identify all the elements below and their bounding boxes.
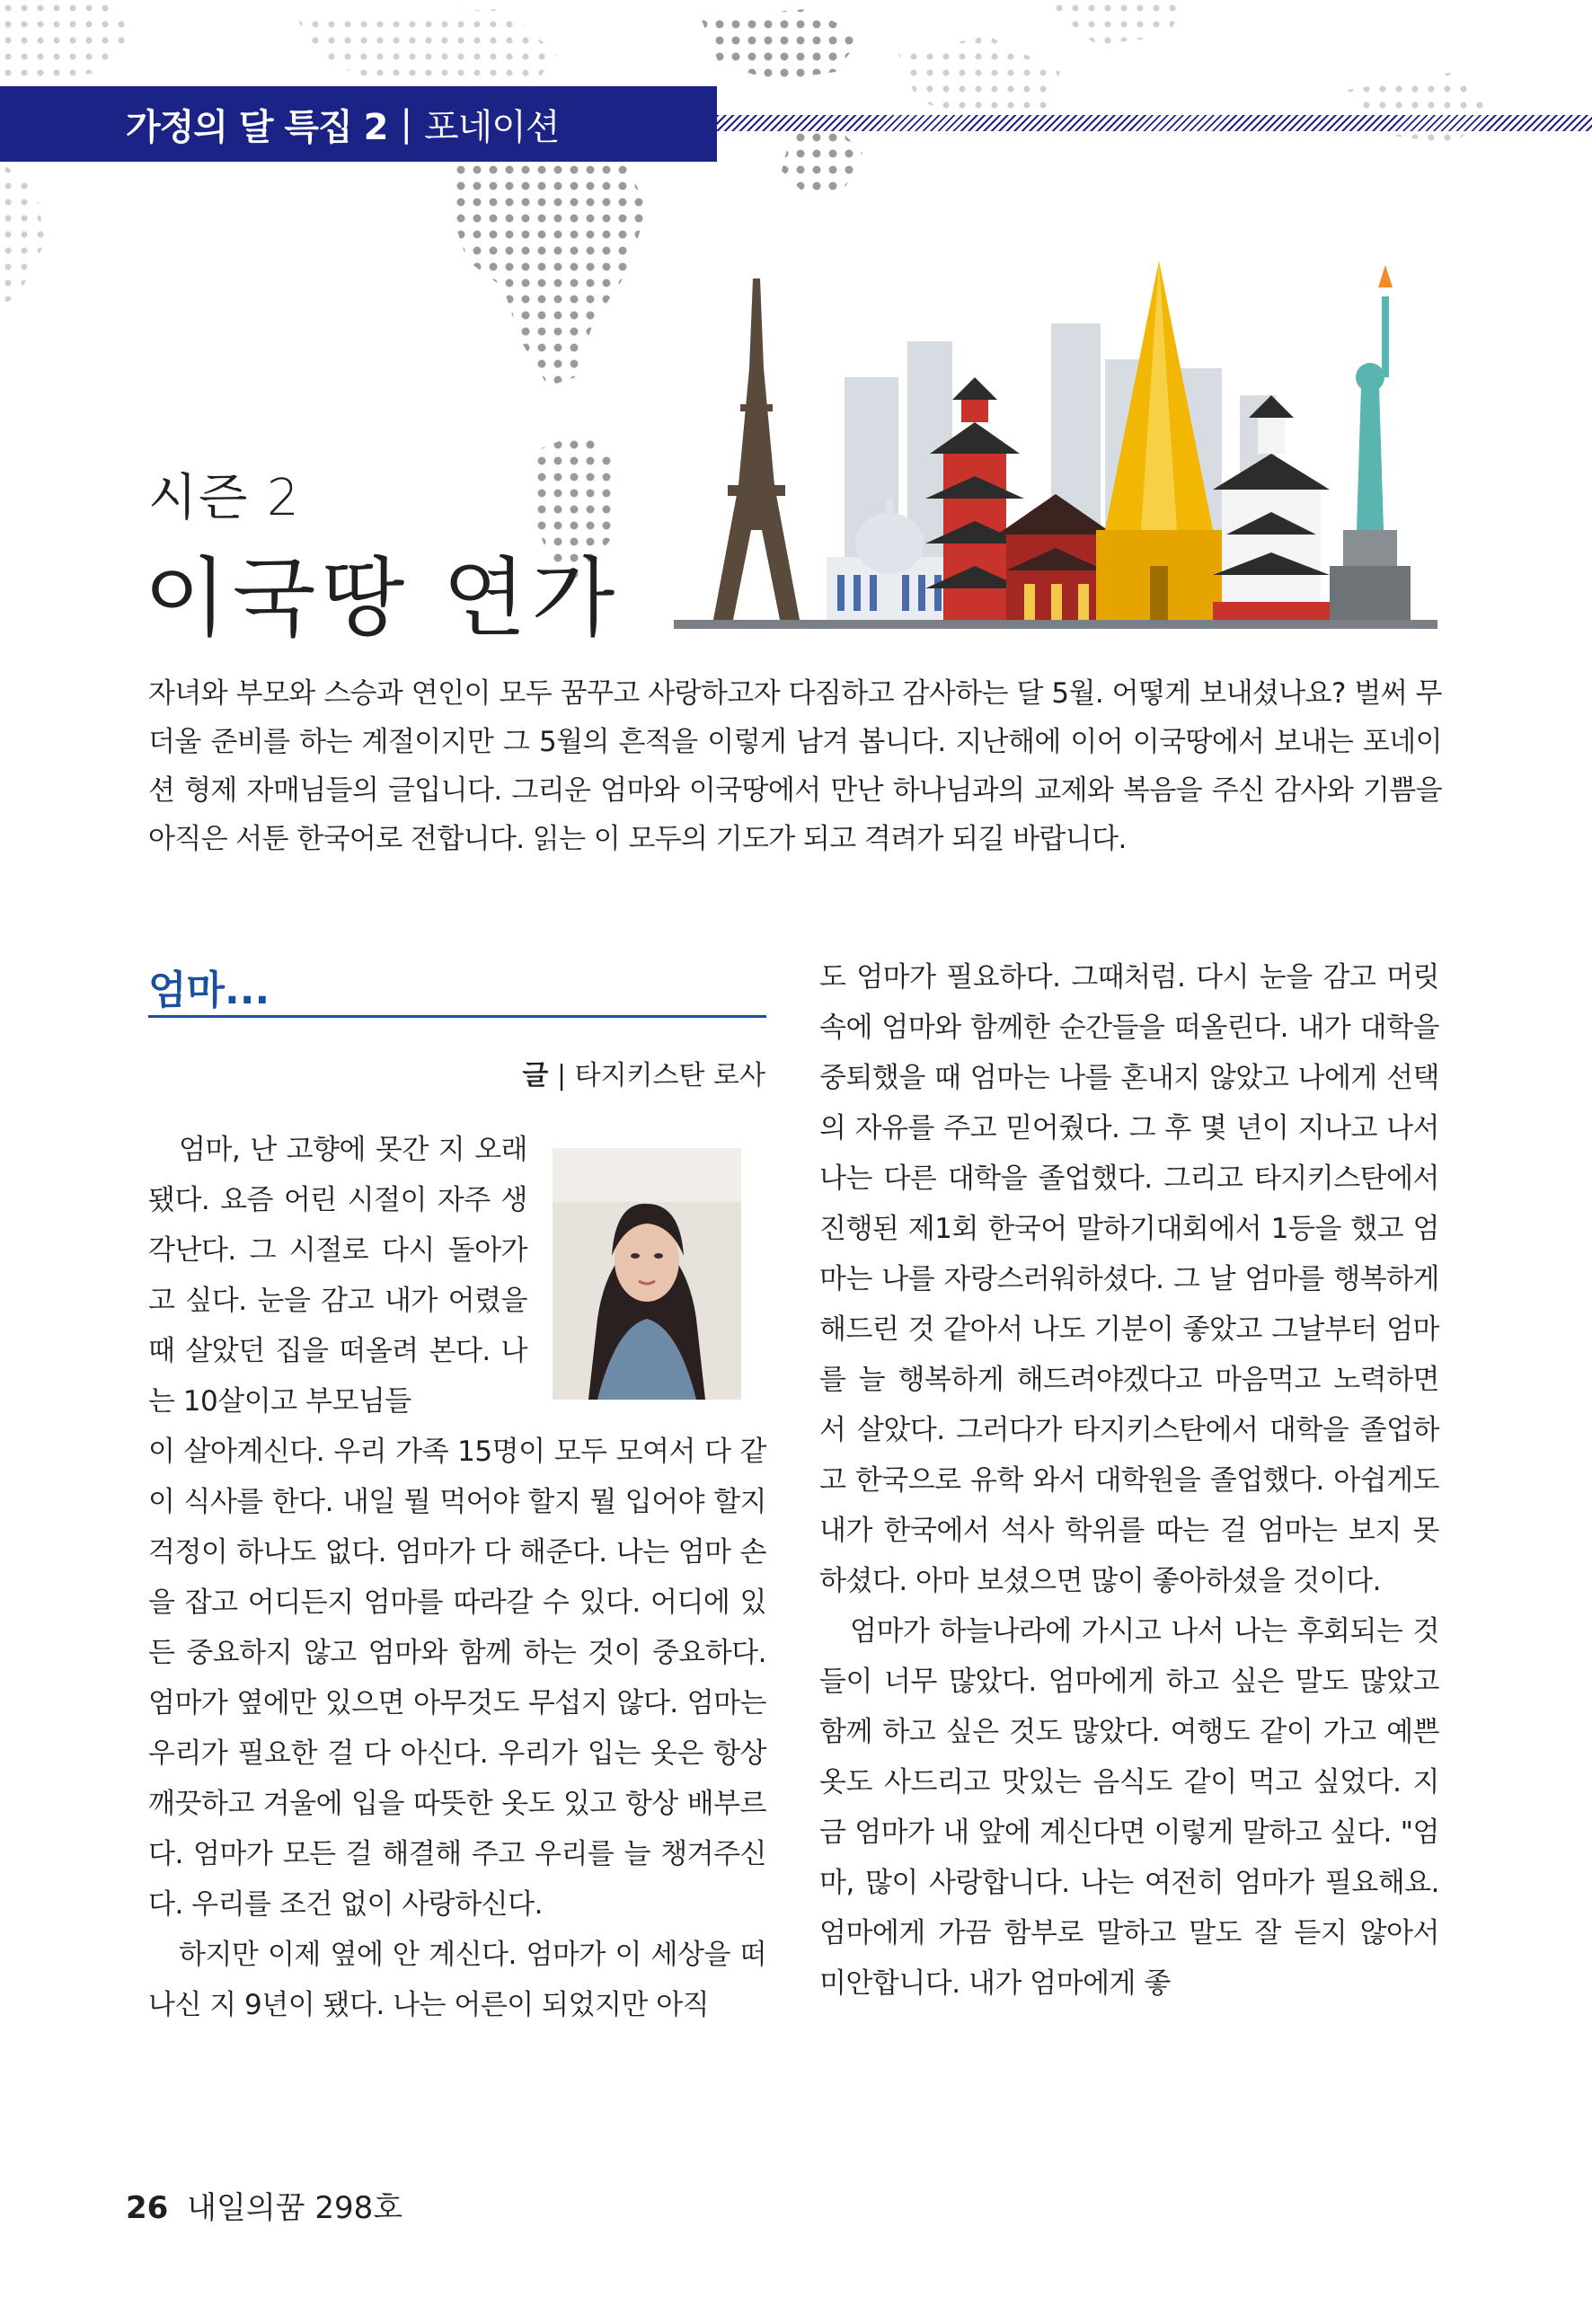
- page-footer: [126, 2183, 402, 2227]
- article-text-right: [819, 952, 1439, 2009]
- publication-name: 내일의꿈 298호: [187, 2190, 403, 2226]
- title-underline: [148, 1015, 766, 1018]
- author-portrait: [553, 1148, 741, 1400]
- world-landmarks-illustration: [674, 261, 1437, 629]
- feature-banner: [0, 86, 717, 162]
- header-stripe: [717, 115, 1592, 131]
- section-name: 포네이션: [423, 106, 560, 148]
- byline-author: 타지키스탄 로사: [574, 1060, 765, 1091]
- article-title: 엄마...: [148, 968, 270, 1013]
- article-paragraph-1-start: 엄마, 난 고향에 못간 지 오래 됐다. 요즘 어린 시절이 자주 생각난다. 그 시절로 다시 돌아가고 싶다. 눈을 감고 내가 어렸을 때 살았던 집을 떠올려 본다. 나는 10살이고 부모님들: [148, 1134, 527, 1418]
- byline-separator: |: [556, 1060, 567, 1091]
- page-number: 26: [126, 2190, 169, 2226]
- article-text-left-bottom: [148, 1427, 766, 2030]
- article-paragraph-2: 하지만 이제 옆에 안 계신다. 엄마가 이 세상을 떠나신 지 9년이 됐다. 나는 어른이 되었지만 아직: [148, 1939, 766, 2021]
- intro-paragraph: 자녀와 부모와 스승과 연인이 모두 꿈꾸고 사랑하고자 다짐하고 감사하는 달 5월. 어떻게 보내셨나요? 벌써 무더울 준비를 하는 계절이지만 그 5월의 흔적을 이렇게 남겨 봅니다. 지난해에 이어 이국땅에서 보내는 포네이션 형제 자매님들의 글입니다. 그리운 엄마와 이국땅에서 만난 하나님과의 교제와 복음을 주신 감사와 기쁨을 아직은 서툰 한국어로 전합니다. 읽는 이 모두의 기도가 되고 격려가 되길 바랍니다.: [148, 677, 1442, 855]
- feature-title: 가정의 달 특집 2: [126, 106, 388, 148]
- banner-separator: |: [400, 103, 411, 145]
- article-text-left-top: [148, 1125, 527, 1427]
- byline: [522, 1053, 765, 1092]
- season-label: 시즌 2: [148, 469, 301, 527]
- byline-label: 글: [522, 1060, 549, 1091]
- article-paragraph-3: 엄마가 하늘나라에 가시고 나서 나는 후회되는 것들이 너무 많았다. 엄마에게 하고 싶은 말도 많았고 함께 하고 싶은 것도 많았다. 여행도 같이 가고 예쁜 옷도 사드리고 맛있는 음식도 같이 먹고 싶었다. 지금 엄마가 내 앞에 계신다면 이렇게 말하고 싶다. "엄마, 많이 사랑합니다. 나는 여전히 엄마가 필요해요. 엄마에게 가끔 함부로 말하고 말도 잘 듣지 않아서 미안합니다. 내가 엄마에게 좋: [819, 1615, 1439, 2000]
- article-paragraph-1-rest: 이 살아계신다. 우리 가족 15명이 모두 모여서 다 같이 식사를 한다. 내일 뭘 먹어야 할지 뭘 입어야 할지 걱정이 하나도 없다. 엄마가 다 해준다. 나는 엄마 손을 잡고 어디든지 엄마를 따라갈 수 있다. 어디에 있든 중요하지 않고 엄마와 함께 하는 것이 중요하다. 엄마가 옆에만 있으면 아무것도 무섭지 않다. 엄마는 우리가 필요한 걸 다 아신다. 우리가 입는 옷은 항상 깨끗하고 겨울에 입을 따뜻한 옷도 있고 항상 배부르다. 엄마가 모든 걸 해결해 주고 우리를 늘 챙겨주신다. 우리를 조건 없이 사랑하신다.: [148, 1436, 766, 1921]
- main-title: 이국땅 연가: [144, 548, 621, 649]
- article-paragraph-2-continued: 도 엄마가 필요하다. 그때처럼. 다시 눈을 감고 머릿속에 엄마와 함께한 순간들을 떠올린다. 내가 대학을 중퇴했을 때 엄마는 나를 혼내지 않았고 나에게 선택의 자유를 주고 믿어줬다. 그 후 몇 년이 지나고 나서 나는 다른 대학을 졸업했다. 그리고 타지키스탄에서 진행된 제1회 한국어 말하기대회에서 1등을 했고 엄마는 나를 자랑스러워하셨다. 그 날 엄마를 행복하게 해드린 것 같아서 나도 기분이 좋았고 그날부터 엄마를 늘 행복하게 해드려야겠다고 마음먹고 노력하면서 살았다. 그러다가 타지키스탄에서 대학을 졸업하고 한국으로 유학 와서 대학원을 졸업했다. 아쉽게도 내가 한국에서 석사 학위를 따는 걸 엄마는 보지 못하셨다. 아마 보셨으면 많이 좋아하셨을 것이다.: [819, 961, 1439, 1597]
